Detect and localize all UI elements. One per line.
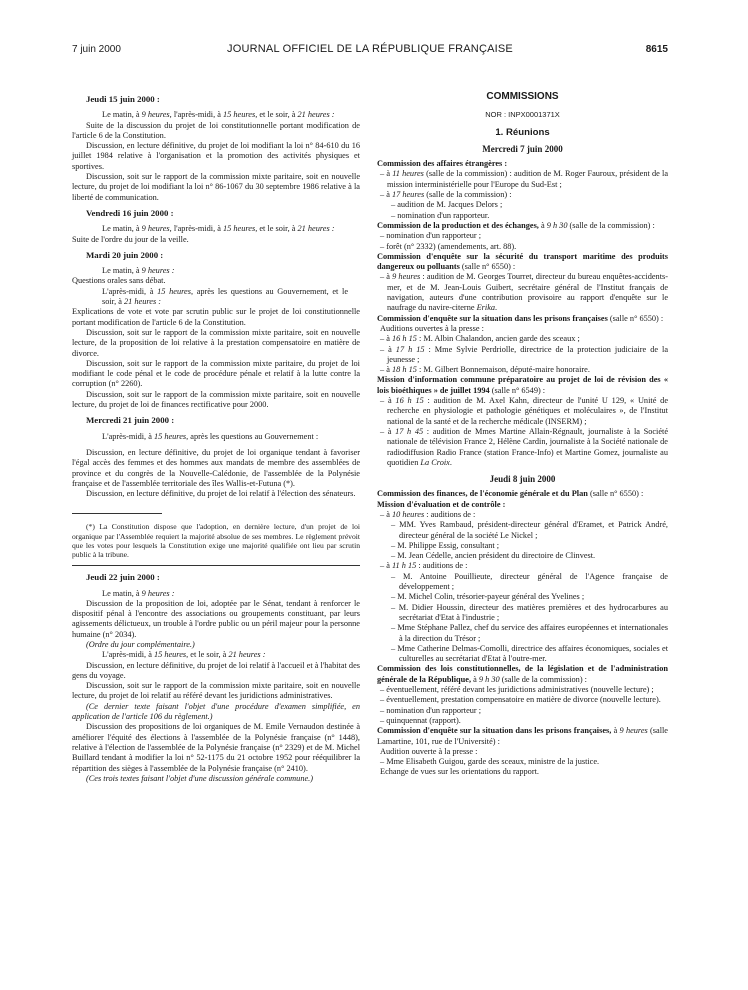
commission-entry: Commission des finances, de l'économie générale et du Plan (salle n° 6550) : [377, 489, 644, 499]
agenda-item: Discussion, soit sur le rapport de la commission mixte paritaire, soit en nouvelle lecture, du projet de loi relatif au référé devant les juridictions administratives. [72, 681, 360, 701]
day-heading: Mercredi 21 juin 2000 : [86, 415, 175, 426]
right-column [377, 89, 668, 778]
meeting-item: – à 11 heures (salle de la commission) : audition de M. Roger Fauroux, président de la mission interministérielle pour l'Europe du Sud-Est ; [380, 169, 668, 189]
footnote-divider [72, 513, 162, 514]
agenda-item: Discussion, en lecture définitive, du projet de loi relatif à l'accueil et à l'habitat des gens du voyage. [72, 660, 360, 680]
meeting-item: – éventuellement, référé devant les juridictions administratives (nouvelle lecture) ; [380, 685, 654, 695]
schedule-line: Le matin, à 9 heures : [102, 266, 175, 276]
meeting-subitem: – M. Didier Houssin, directeur des matières premières et des hydrocarbures au secrétariat d'Etat à l'industrie ; [391, 602, 668, 622]
agenda-item: Discussion de la proposition de loi, adoptée par le Sénat, tendant à renforcer le dispositif pénal à l'encontre des associations ou groupements constituant, par leurs agissements délictueux, un trouble à l'ordre public ou un péril majeur pour la personne humaine (n° 2034). [72, 598, 360, 639]
meeting-item: – à 16 h 15 : M. Albin Chalandon, ancien garde des sceaux ; [380, 334, 580, 344]
mission-name: Mission d'évaluation et de contrôle : [377, 499, 506, 509]
meeting-item: Audition ouverte à la presse : [380, 746, 478, 756]
agenda-item: Discussion, en lecture définitive, du projet de loi modifiant la loi n° 84-610 du 16 juillet 1984 relative à l'organisation et la promotion des activités physiques et sportives. [72, 141, 360, 171]
meeting-subitem: – M. Michel Colin, trésorier-payeur général des Yvelines ; [391, 592, 585, 602]
schedule-line: L'après-midi, à 15 heures, après les questions au Gouvernement, et le soir, à 21 heures : [102, 286, 349, 307]
commission-name: Commission des affaires étrangères : [377, 159, 508, 169]
meeting-item: – éventuellement, prestation compensatoire en matière de divorce (nouvelle lecture). [380, 695, 661, 705]
meeting-item: Echange de vues sur les orientations du rapport. [380, 767, 539, 777]
meeting-subitem: – nomination d'un rapporteur. [391, 210, 490, 220]
agenda-item: Suite de l'ordre du jour de la veille. [72, 234, 189, 244]
agenda-item: Discussion, en lecture définitive, du projet de loi relatif à l'élection des sénateurs. [86, 489, 356, 499]
schedule-line: L'après-midi, à 15 heures, et le soir, à 21 heures : [102, 650, 266, 660]
meeting-subitem: – MM. Yves Rambaud, président-directeur général d'Eramet, et Patrick André, directeur général de la société Le Nickel ; [391, 520, 668, 540]
commission-entry: Commission des lois constitutionnelles, de la législation et de l'administration générale de la République, à 9 h 30 (salle de la commission) : [377, 664, 668, 684]
agenda-note: (Ce dernier texte faisant l'objet d'une procédure d'examen simplifiée, en application de l'article 106 du règlement.) [72, 701, 360, 722]
meeting-item: – nomination d'un rapporteur ; [380, 705, 482, 715]
agenda-item: Discussion, soit sur le rapport de la commission mixte paritaire, du projet de loi modifiant le code pénal et le code de procédure pénale et relatif à la lutte contre la corruption (n° 2260). [72, 358, 360, 389]
agenda-note: (Ces trois textes faisant l'objet d'une discussion générale commune.) [86, 773, 313, 783]
meeting-item: – à 17 heures (salle de la commission) : [380, 190, 512, 200]
meeting-subitem: – M. Jean Cédelle, ancien président du directoire de Clinvest. [391, 551, 596, 561]
meeting-subitem: – M. Antoine Pouillieute, directeur général de l'Agence française de développement ; [391, 571, 668, 592]
schedule-line: Le matin, à 9 heures, l'après-midi, à 15 heures, et le soir, à 21 heures : [102, 110, 335, 120]
agenda-note: (Ordre du jour complémentaire.) [86, 639, 195, 649]
header-date: 7 juin 2000 [72, 44, 121, 55]
meeting-item: – à 10 heures : auditions de : [380, 509, 476, 519]
journal-title: JOURNAL OFFICIEL DE LA RÉPUBLIQUE FRANÇAISE [227, 43, 513, 55]
day-heading: Vendredi 16 juin 2000 : [86, 207, 174, 218]
day-heading: Jeudi 22 juin 2000 : [86, 572, 160, 583]
meeting-subitem: – audition de M. Jacques Delors ; [391, 200, 503, 210]
meeting-item: – forêt (n° 2332) (amendements, art. 88). [380, 241, 517, 251]
meeting-subitem: – M. Philippe Essig, consultant ; [391, 540, 500, 550]
day-heading: Mercredi 7 juin 2000 [482, 143, 563, 154]
schedule-line: Le matin, à 9 heures, l'après-midi, à 15 heures, et le soir, à 21 heures : [102, 224, 335, 234]
section-title: COMMISSIONS [486, 91, 559, 102]
meeting-item: – à 17 h 45 : audition de Mmes Martine Allain-Régnault, journaliste à la Société nationale de télévision France 2, Hélène Cardin, journaliste à la Société nationale de radiodiffusion Radio France (station France-Info) et Martine Gomez, journaliste au quotidien La Croix. [380, 426, 669, 467]
meeting-subitem: – Mme Stéphane Pallez, chef du service des affaires européennes et internationales à la direction du Trésor ; [391, 623, 668, 643]
commission-entry: Commission de la production et des échanges, à 9 h 30 (salle de la commission) : [377, 220, 655, 230]
meeting-item: – à 9 heures : audition de M. Georges Tourret, directeur du bureau enquêtes-accidents-mer, et de M. Jean-Louis Guibert, secrétaire général de l'Institut français de navigation, auteurs d'une contribution provisoire au rapport d'enquête sur le naufrage du navire-citerne Erika. [380, 272, 668, 313]
commission-entry: Commission d'enquête sur la sécurité du transport maritime des produits dangereux ou polluants (salle n° 6550) : [377, 251, 668, 272]
day-heading: Jeudi 15 juin 2000 : [86, 94, 160, 104]
schedule-line: Le matin, à 9 heures : [102, 588, 175, 598]
nor-reference: NOR : INPX0001371X [485, 110, 560, 120]
agenda-item: Discussion, en lecture définitive, du projet de loi organique tendant à favoriser l'égal accès des femmes et des hommes aux mandats de membre des assemblées de province et du congrès de la Nouvelle-Calédonie, de l'assemblée de la Polynésie française et de l'assemblée territoriale des îles Wallis-et-Futuna (*). [72, 447, 360, 488]
agenda-item: Discussion des propositions de loi organiques de M. Emile Vernaudon destinée à améliorer l'équité des élections à l'assemblée de la Polynésie française (n° 1448), relative à l'élection de l'assemblée de la Polynésie française (n° 2329) et de M. Michel Buillard tendant à modifier la loi n° 52-1175 du 21 octobre 1952 pour rééquilibrer la répartition des sièges à l'assemblée de la Polynésie française (n° 2410). [72, 722, 360, 773]
meeting-item: – à 16 h 15 : audition de M. Axel Kahn, directeur de l'unité U 129, « Unité de recherche en physiologie et pathologie génétiques et moléculaires », de l'Institut national de la santé et de la recherche médicale (INSERM) ; [380, 396, 668, 426]
section-divider [72, 565, 360, 566]
left-column [72, 89, 360, 784]
footnote: (*) La Constitution dispose que l'adoption, en dernière lecture, d'un projet de loi organique par l'Assemblée requiert la majorité absolue de ses membres. Le règlement prévoit que les votes pour lesquels la Constitution exige une majorité qualifiée ont lieu par scrutin public à la tribune. [72, 522, 360, 559]
day-heading: Jeudi 8 juin 2000 [489, 474, 556, 485]
page-number: 8615 [645, 44, 668, 55]
agenda-item: Discussion, soit sur le rapport de la commission mixte paritaire, soit en nouvelle lecture, du projet de loi de finances rectificative pour 2000. [72, 389, 360, 410]
meeting-item: – à 11 h 15 : auditions de : [380, 561, 468, 571]
meeting-item: – à 17 h 15 : Mme Sylvie Perdriolle, directrice de la protection judiciaire de la jeunesse ; [380, 344, 668, 364]
agenda-item: Explications de vote et vote par scrutin public sur le projet de loi constitutionnelle portant modification de l'article 6 de la Constitution. [72, 307, 360, 327]
meeting-item: Auditions ouvertes à la presse : [380, 323, 484, 333]
agenda-item: Questions orales sans débat. [72, 276, 166, 286]
page-header [72, 44, 668, 58]
meeting-item: – nomination d'un rapporteur ; [380, 231, 482, 241]
agenda-item: Suite de la discussion du projet de loi constitutionnelle portant modification de l'article 6 de la Constitution. [72, 120, 360, 140]
commission-entry: Commission d'enquête sur la situation dans les prisons françaises, à 9 heures (salle Lamartine, 101, rue de l'Université) : [377, 726, 668, 746]
schedule-line: L'après-midi, à 15 heures, après les questions au Gouvernement : [102, 431, 319, 441]
day-heading: Mardi 20 juin 2000 : [86, 249, 164, 260]
subsection-title: 1. Réunions [495, 126, 550, 138]
meeting-item: – quinquennat (rapport). [380, 715, 461, 725]
meeting-subitem: – Mme Catherine Delmas-Comolli, directrice des affaires économiques, sociales et culturelles au secrétariat d'Etat à l'outre-mer. [391, 643, 668, 664]
meeting-item: – à 18 h 15 : M. Gilbert Bonnemaison, député-maire honoraire. [380, 365, 590, 375]
agenda-item: Discussion, soit sur le rapport de la commission mixte paritaire, soit en nouvelle lecture, du projet de loi modifiant la loi n° 86-1067 du 30 septembre 1986 relative à la liberté de communication. [72, 172, 360, 202]
agenda-item: Discussion, soit sur le rapport de la commission mixte paritaire, soit en nouvelle lecture, de la proposition de loi relative à la prestation compensatoire en matière de divorce. [72, 327, 360, 358]
commission-entry: Mission d'information commune préparatoire au projet de loi de révision des « lois bioéthiques » de juillet 1994 (salle n° 6549) : [377, 375, 668, 395]
meeting-item: – Mme Elisabeth Guigou, garde des sceaux, ministre de la justice. [380, 757, 600, 767]
commission-entry: Commission d'enquête sur la situation dans les prisons françaises (salle n° 6550) : [377, 313, 664, 323]
